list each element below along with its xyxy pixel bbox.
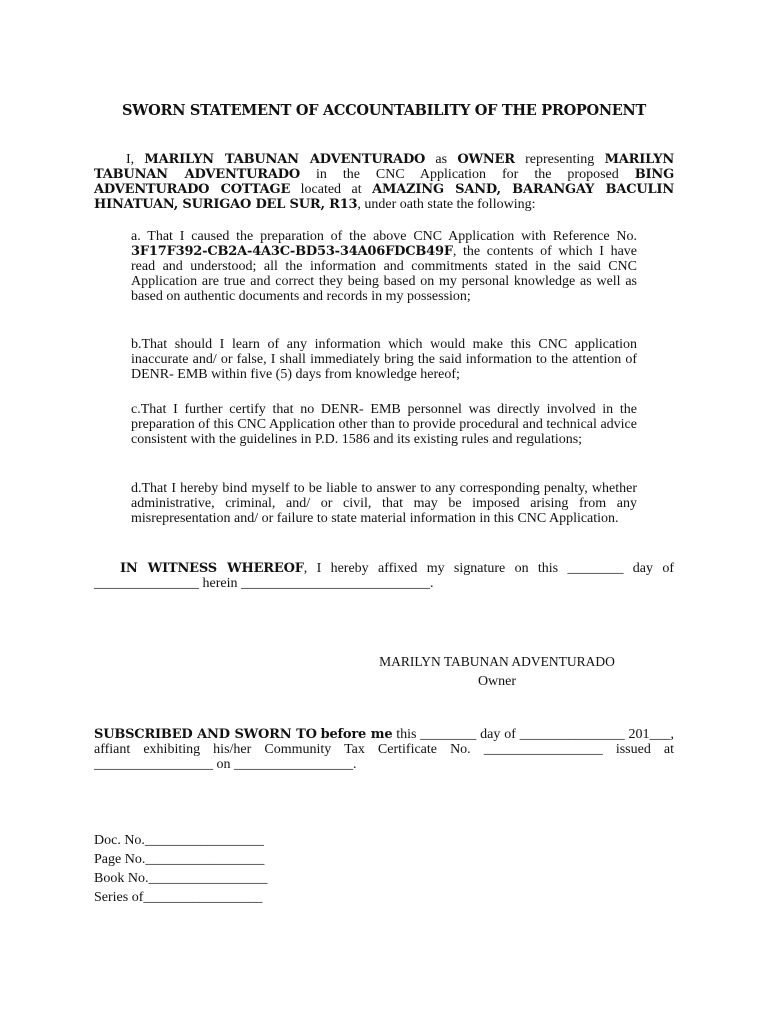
represented-entity: MARILYN TABUNAN ADVENTURADO <box>94 152 674 182</box>
affiant-role: OWNER <box>457 152 515 167</box>
jurat-text: this ________ day of _______________ 201___, affiant exhibiting his/her Community Tax Certificate No. _________________ issued at _________________ on _________________. <box>94 727 675 772</box>
document-title: SWORN STATEMENT OF ACCOUNTABILITY OF THE PROPONENT <box>121 102 647 119</box>
witness-text: , I hereby affixed my signature on this ________ day of _______________ herein ___________________________. <box>94 561 674 591</box>
clause-a-text: a. That I caused the preparation of the above CNC Application with Reference No. <box>131 229 637 244</box>
page-number-line: Page No._________________ <box>94 852 265 867</box>
notary-block <box>94 833 394 909</box>
witness-paragraph <box>94 561 674 591</box>
witness-label: IN WITNESS WHEREOF <box>120 561 304 576</box>
intro-text: as <box>435 152 448 167</box>
signer-role: Owner <box>477 674 517 689</box>
jurat-label-before: before me <box>320 727 393 742</box>
clause-a-text: , the contents of which I have read and understood; all the information and commitments stated in the said CNC Application are true and correct they being based on my personal knowledge as well as based on authentic documents and records in my possession; <box>131 244 637 304</box>
series-line: Series of_________________ <box>94 890 263 905</box>
signature-block <box>358 654 636 689</box>
intro-text: in the CNC Application for the proposed <box>315 167 619 182</box>
doc-number-line: Doc. No._________________ <box>94 833 264 848</box>
intro-text: representing <box>525 152 595 167</box>
affiant-name: MARILYN TABUNAN ADVENTURADO <box>144 152 426 167</box>
project-name: BING ADVENTURADO COTTAGE <box>94 167 675 197</box>
jurat-paragraph <box>94 727 674 772</box>
clause-b: b.That should I learn of any information which would make this CNC application inaccurate and/ or false, I shall immediately bring the said information to the attention of DENR- EMB within five (5) days from knowledge hereof; <box>131 337 637 382</box>
signer-name: MARILYN TABUNAN ADVENTURADO <box>379 654 615 669</box>
jurat-label: SUBSCRIBED AND SWORN TO <box>94 727 317 742</box>
intro-text: I, <box>126 152 135 167</box>
clause-d: d.That I hereby bind myself to be liable to answer to any corresponding penalty, whether administrative, criminal, and/ or civil, that may be imposed arising from any misrepresentation and/ or failure to state material information in this CNC Application. <box>131 481 637 526</box>
intro-text: located at <box>300 182 362 197</box>
clause-c: c.That I further certify that no DENR- EMB personnel was directly involved in the preparation of this CNC Application other than to provide procedural and technical advice consistent with the guidelines in P.D. 1586 and its existing rules and regulations; <box>131 402 637 447</box>
project-location: AMAZING SAND, BARANGAY BACULIN HINATUAN, SURIGAO DEL SUR, R13 <box>94 182 675 212</box>
book-number-line: Book No._________________ <box>94 871 268 886</box>
intro-paragraph <box>94 152 674 212</box>
clause-a <box>131 229 637 304</box>
reference-number: 3F17F392-CB2A-4A3C-BD53-34A06FDCB49F <box>131 244 453 259</box>
intro-text: , under oath state the following: <box>357 197 536 212</box>
